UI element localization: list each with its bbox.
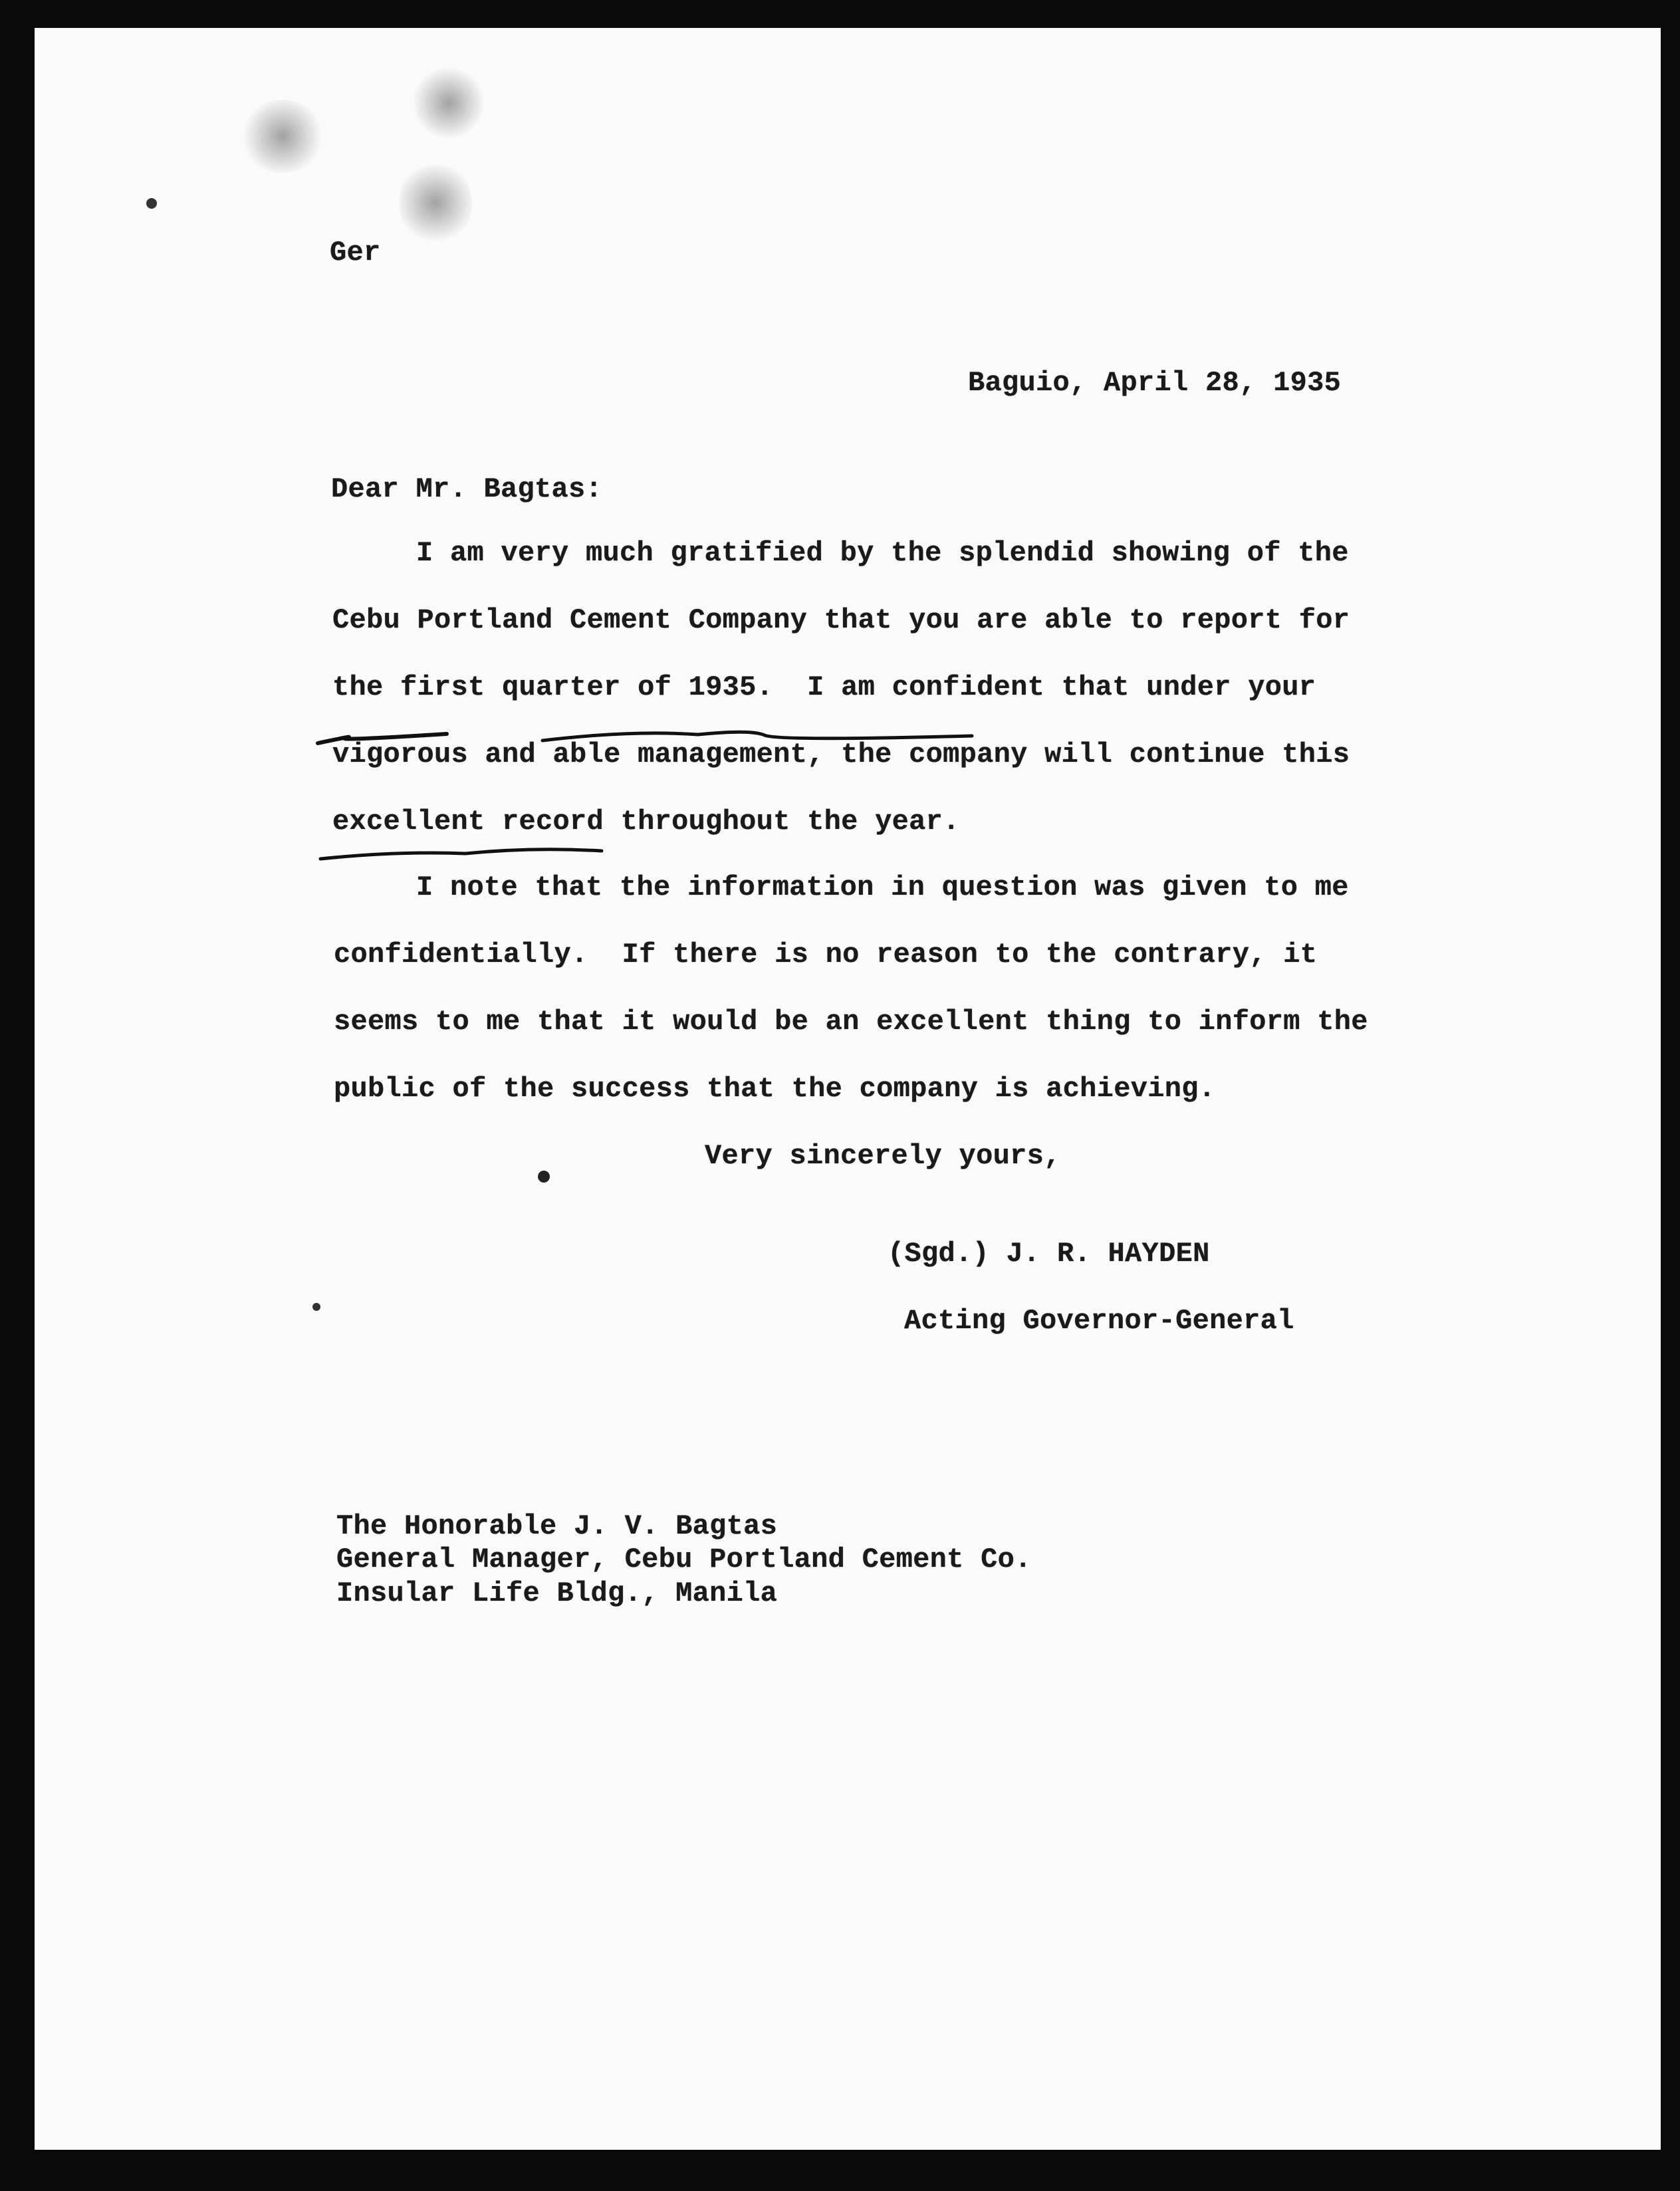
paragraph1-line: Cebu Portland Cement Company that you are able to report for [332,604,1350,636]
ink-smudge [399,160,472,246]
paragraph1-line: vigorous and able management, the company will continue this [332,739,1350,770]
address-line: Insular Life Bldg., Manila [336,1577,778,1609]
signature: (Sgd.) J. R. HAYDEN [888,1238,1210,1270]
signer-title: Acting Governor-General [904,1305,1294,1337]
salutation: Dear Mr. Bagtas: [331,473,603,505]
closing: Very sincerely yours, [705,1140,1061,1172]
ink-smudge [412,66,485,140]
paragraph2-line: I note that the information in question was given to me [416,871,1349,903]
paragraph2-line: seems to me that it would be an excellent thing to inform the [334,1006,1368,1038]
paragraph1-line: the first quarter of 1935. I am confident that under your [332,671,1316,703]
address-line: The Honorable J. V. Bagtas [336,1510,778,1542]
dateline: Baguio, April 28, 1935 [968,367,1342,399]
address-line: General Manager, Cebu Portland Cement Co. [336,1544,1032,1575]
paragraph2-line: confidentially. If there is no reason to the contrary, it [334,939,1318,971]
file-mark: Ger [330,237,381,269]
paragraph1-line: I am very much gratified by the splendid showing of the [416,537,1349,569]
paragraph1-line: excellent record throughout the year. [332,806,960,838]
ink-smudge [239,100,326,173]
paragraph2-line: public of the success that the company is achieving. [334,1073,1216,1105]
